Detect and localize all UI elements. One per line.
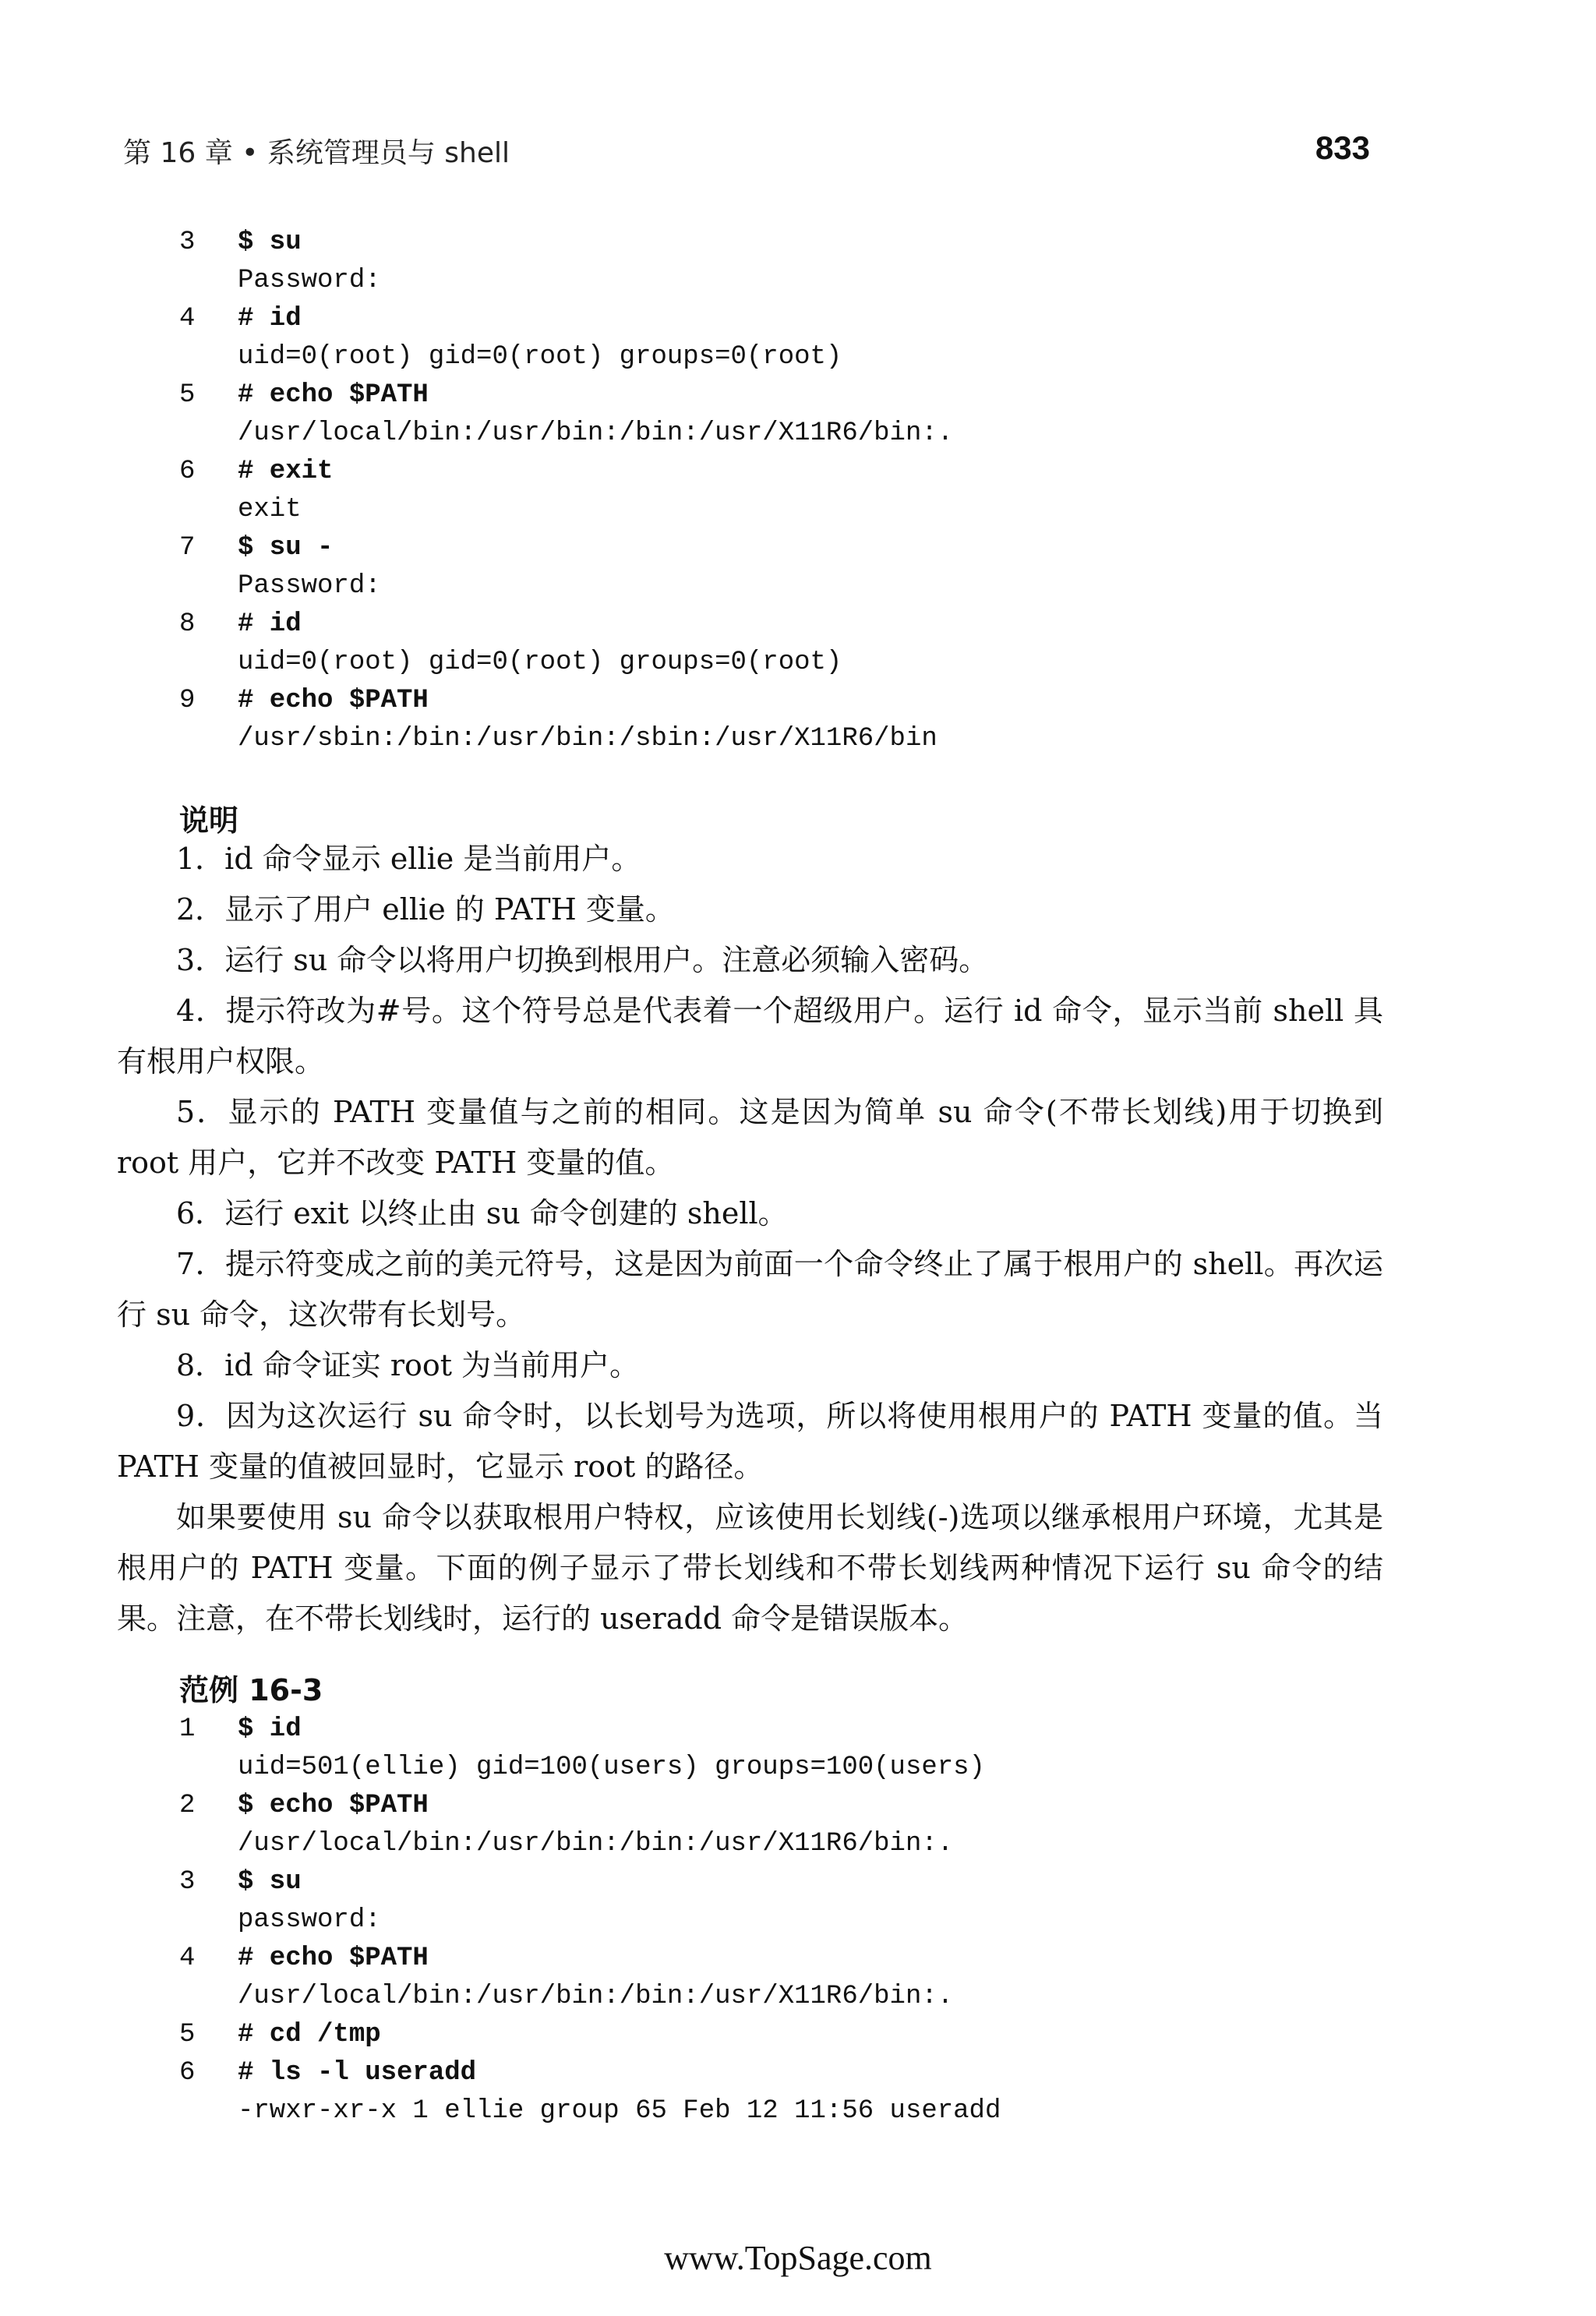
command-text: # exit xyxy=(238,457,334,486)
page-number: 833 xyxy=(1315,129,1370,166)
output-text: /usr/sbin:/bin:/usr/bin:/sbin:/usr/X11R6/bin xyxy=(238,724,937,754)
command-text: # echo $PATH xyxy=(238,1944,429,1973)
output-text: uid=0(root) gid=0(root) groups=0(root) xyxy=(238,648,842,677)
command-text: $ su xyxy=(238,228,302,257)
code-line xyxy=(179,1978,1426,2016)
line-number: 4 xyxy=(179,304,196,334)
footer-url: www.TopSage.com xyxy=(664,2239,932,2277)
command-text: $ su - xyxy=(238,533,334,563)
command-text: # echo $PATH xyxy=(238,380,429,410)
code-line xyxy=(179,529,1426,567)
output-text: /usr/local/bin:/usr/bin:/bin:/usr/X11R6/bin:. xyxy=(238,1982,954,2011)
output-text: Password: xyxy=(238,571,381,601)
running-head: 第 16 章 • 系统管理员与 shell xyxy=(123,137,510,169)
explanation-item: 1．id 命令显示 ellie 是当前用户。 xyxy=(176,842,641,876)
code-line xyxy=(179,1863,1426,1901)
explanation-item: 7．提示符变成之前的美元符号，这是因为前面一个命令终止了属于根用户的 shell。再次运行 su 命令，这次带有长划号。 xyxy=(117,1247,1383,1332)
body-paragraph: 如果要使用 su 命令以获取根用户特权，应该使用长划线(-)选项以继承根用户环境，尤其是根用户的 PATH 变量。下面的例子显示了带长划线和不带长划线两种情况下运行 su 命令的结果。注意，在不带长划线时，运行的 useradd 命令是错误版本。 xyxy=(117,1500,1383,1636)
line-number: 6 xyxy=(179,457,196,486)
section-label-explanation: 说明 xyxy=(179,803,239,838)
code-line xyxy=(179,682,1426,720)
line-number: 9 xyxy=(179,686,196,715)
code-line xyxy=(179,1711,1426,1749)
output-text: uid=0(root) gid=0(root) groups=0(root) xyxy=(238,342,842,372)
line-number: 6 xyxy=(179,2058,196,2088)
line-number: 8 xyxy=(179,609,196,639)
code-line xyxy=(179,338,1426,376)
output-text: /usr/local/bin:/usr/bin:/bin:/usr/X11R6/bin:. xyxy=(238,1829,954,1859)
code-line xyxy=(179,300,1426,338)
line-number: 3 xyxy=(179,1867,196,1897)
code-line xyxy=(179,567,1426,605)
code-line xyxy=(179,605,1426,644)
line-number: 4 xyxy=(179,1944,196,1973)
code-line xyxy=(179,376,1426,415)
code-example-2 xyxy=(179,1711,1426,2131)
command-text: # ls -l useradd xyxy=(238,2058,477,2088)
line-number: 7 xyxy=(179,533,196,563)
output-text: password: xyxy=(238,1905,381,1935)
explanation-item: 8．id 命令证实 root 为当前用户。 xyxy=(176,1348,640,1382)
code-line xyxy=(179,1787,1426,1825)
explanation-item: 3．运行 su 命令以将用户切换到根用户。注意必须输入密码。 xyxy=(176,943,989,977)
section-label-example: 范例 16-3 xyxy=(179,1673,323,1707)
output-text: Password: xyxy=(238,266,381,295)
code-line xyxy=(179,1825,1426,1863)
line-number: 1 xyxy=(179,1714,196,1744)
code-line xyxy=(179,491,1426,529)
code-line xyxy=(179,2092,1426,2131)
explanation-item: 4．提示符改为#号。这个符号总是代表着一个超级用户。运行 id 命令，显示当前 shell 具有根用户权限。 xyxy=(117,994,1383,1079)
code-line xyxy=(179,1901,1426,1940)
line-number: 5 xyxy=(179,2020,196,2049)
code-line xyxy=(179,453,1426,491)
command-text: # id xyxy=(238,609,302,639)
code-example-1 xyxy=(179,224,1426,758)
output-text: /usr/local/bin:/usr/bin:/bin:/usr/X11R6/bin:. xyxy=(238,418,954,448)
explanation-item: 5．显示的 PATH 变量值与之前的相同。这是因为简单 su 命令(不带长划线)用于切换到 root 用户，它并不改变 PATH 变量的值。 xyxy=(117,1095,1383,1180)
line-number: 2 xyxy=(179,1791,196,1820)
command-text: $ echo $PATH xyxy=(238,1791,429,1820)
code-line xyxy=(179,2054,1426,2092)
explanation-item: 6．运行 exit 以终止由 su 命令创建的 shell。 xyxy=(176,1196,788,1230)
command-text: # echo $PATH xyxy=(238,686,429,715)
line-number: 5 xyxy=(179,380,196,410)
code-line xyxy=(179,1749,1426,1787)
code-line xyxy=(179,644,1426,682)
code-line xyxy=(179,1940,1426,1978)
explanation-text xyxy=(117,834,1383,1644)
code-line xyxy=(179,262,1426,300)
code-line xyxy=(179,224,1426,262)
output-text: exit xyxy=(238,495,302,524)
code-line xyxy=(179,415,1426,453)
output-text: -rwxr-xr-x 1 ellie group 65 Feb 12 11:56 useradd xyxy=(238,2096,1001,2126)
command-text: # id xyxy=(238,304,302,334)
line-number: 3 xyxy=(179,228,196,257)
command-text: $ su xyxy=(238,1867,302,1897)
output-text: uid=501(ellie) gid=100(users) groups=100(users) xyxy=(238,1753,985,1782)
explanation-item: 2．显示了用户 ellie 的 PATH 变量。 xyxy=(176,892,675,927)
command-text: $ id xyxy=(238,1714,302,1744)
code-line xyxy=(179,720,1426,758)
explanation-item: 9．因为这次运行 su 命令时，以长划号为选项，所以将使用根用户的 PATH 变量的值。当 PATH 变量的值被回显时，它显示 root 的路径。 xyxy=(117,1399,1383,1484)
code-line xyxy=(179,2016,1426,2054)
command-text: # cd /tmp xyxy=(238,2020,381,2049)
